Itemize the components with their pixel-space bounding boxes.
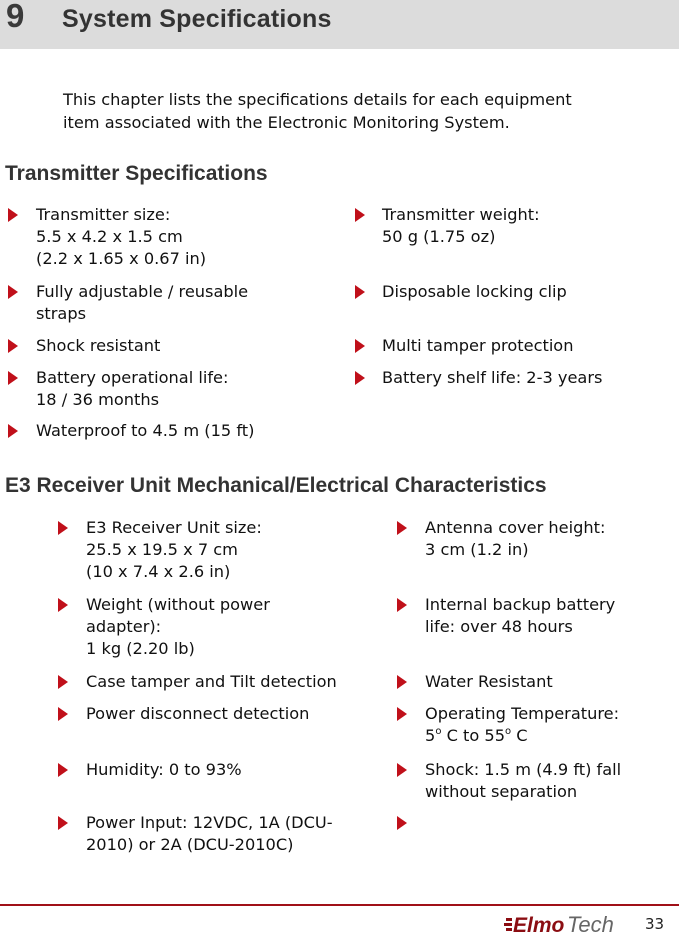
spec-case-tamper: Case tamper and Tilt detection [86, 672, 337, 691]
logo-text-elmo: Elmo [513, 914, 565, 937]
chapter-header-bar [0, 0, 679, 49]
bullet-icon [58, 763, 68, 777]
bullet-icon [8, 339, 18, 353]
bullet-icon [8, 208, 18, 222]
chapter-title: System Specifications [62, 5, 332, 33]
spec-antenna-height: Antenna cover height: 3 cm (1.2 in) [425, 518, 606, 559]
bullet-icon [355, 371, 365, 385]
spec-tamper-protection: Multi tamper protection [382, 336, 574, 355]
bullet-icon [58, 707, 68, 721]
bullet-icon [355, 208, 365, 222]
bullet-icon [8, 285, 18, 299]
spec-shock-resistant: Shock resistant [36, 336, 161, 355]
receiver-section-title: E3 Receiver Unit Mechanical/Electrical Characteristics [5, 474, 547, 497]
logo-text-tech: Tech [567, 912, 614, 937]
spec-weight: Weight (without power adapter): 1 kg (2.20 lb) [86, 595, 270, 658]
bullet-icon [58, 816, 68, 830]
intro-line: item associated with the Electronic Monitoring System. [63, 113, 510, 132]
bullet-icon [58, 521, 68, 535]
intro-line: This chapter lists the specifications details for each equipment [63, 90, 572, 109]
spec-waterproof: Waterproof to 4.5 m (15 ft) [36, 421, 255, 440]
bullet-icon [8, 371, 18, 385]
bullet-icon [397, 707, 407, 721]
page-number: 33 [645, 915, 665, 933]
footer-rule [0, 904, 679, 906]
elmotech-logo [504, 910, 644, 938]
spec-operating-temperature: Operating Temperature: 5$^o$ C to 55$^o$ C [425, 704, 620, 745]
spec-shock: Shock: 1.5 m (4.9 ft) fall without separation [425, 760, 622, 801]
bullet-icon [355, 339, 365, 353]
bullet-icon [397, 598, 407, 612]
bullet-icon [397, 763, 407, 777]
bullet-icon [355, 285, 365, 299]
spec-power-disconnect: Power disconnect detection [86, 704, 310, 723]
spec-transmitter-weight: Transmitter weight: 50 g (1.75 oz) [382, 205, 540, 246]
spec-power-input: Power Input: 12VDC, 1A (DCU- 2010) or 2A (DCU-2010C) [86, 813, 333, 854]
spec-humidity: Humidity: 0 to 93% [86, 760, 242, 779]
bullet-icon [397, 816, 407, 830]
spec-straps: Fully adjustable / reusable straps [36, 282, 249, 323]
bullet-icon [8, 424, 18, 438]
bullet-icon [58, 598, 68, 612]
chapter-number: 9 [6, 0, 25, 34]
intro-paragraph [63, 88, 663, 134]
spec-battery-shelf-life: Battery shelf life: 2-3 years [382, 368, 603, 387]
spec-backup-battery: Internal backup battery life: over 48 hours [425, 595, 616, 636]
spec-water-resistant: Water Resistant [425, 672, 553, 691]
spec-transmitter-size: Transmitter size: 5.5 x 4.2 x 1.5 cm (2.2 x 1.65 x 0.67 in) [36, 205, 207, 268]
transmitter-section-title: Transmitter Specifications [5, 162, 268, 185]
spec-battery-life: Battery operational life: 18 / 36 months [36, 368, 229, 409]
bullet-icon [397, 675, 407, 689]
spec-locking-clip: Disposable locking clip [382, 282, 567, 301]
bullet-icon [397, 521, 407, 535]
bullet-icon [58, 675, 68, 689]
spec-receiver-size: E3 Receiver Unit size: 25.5 x 19.5 x 7 cm (10 x 7.4 x 2.6 in) [86, 518, 262, 581]
